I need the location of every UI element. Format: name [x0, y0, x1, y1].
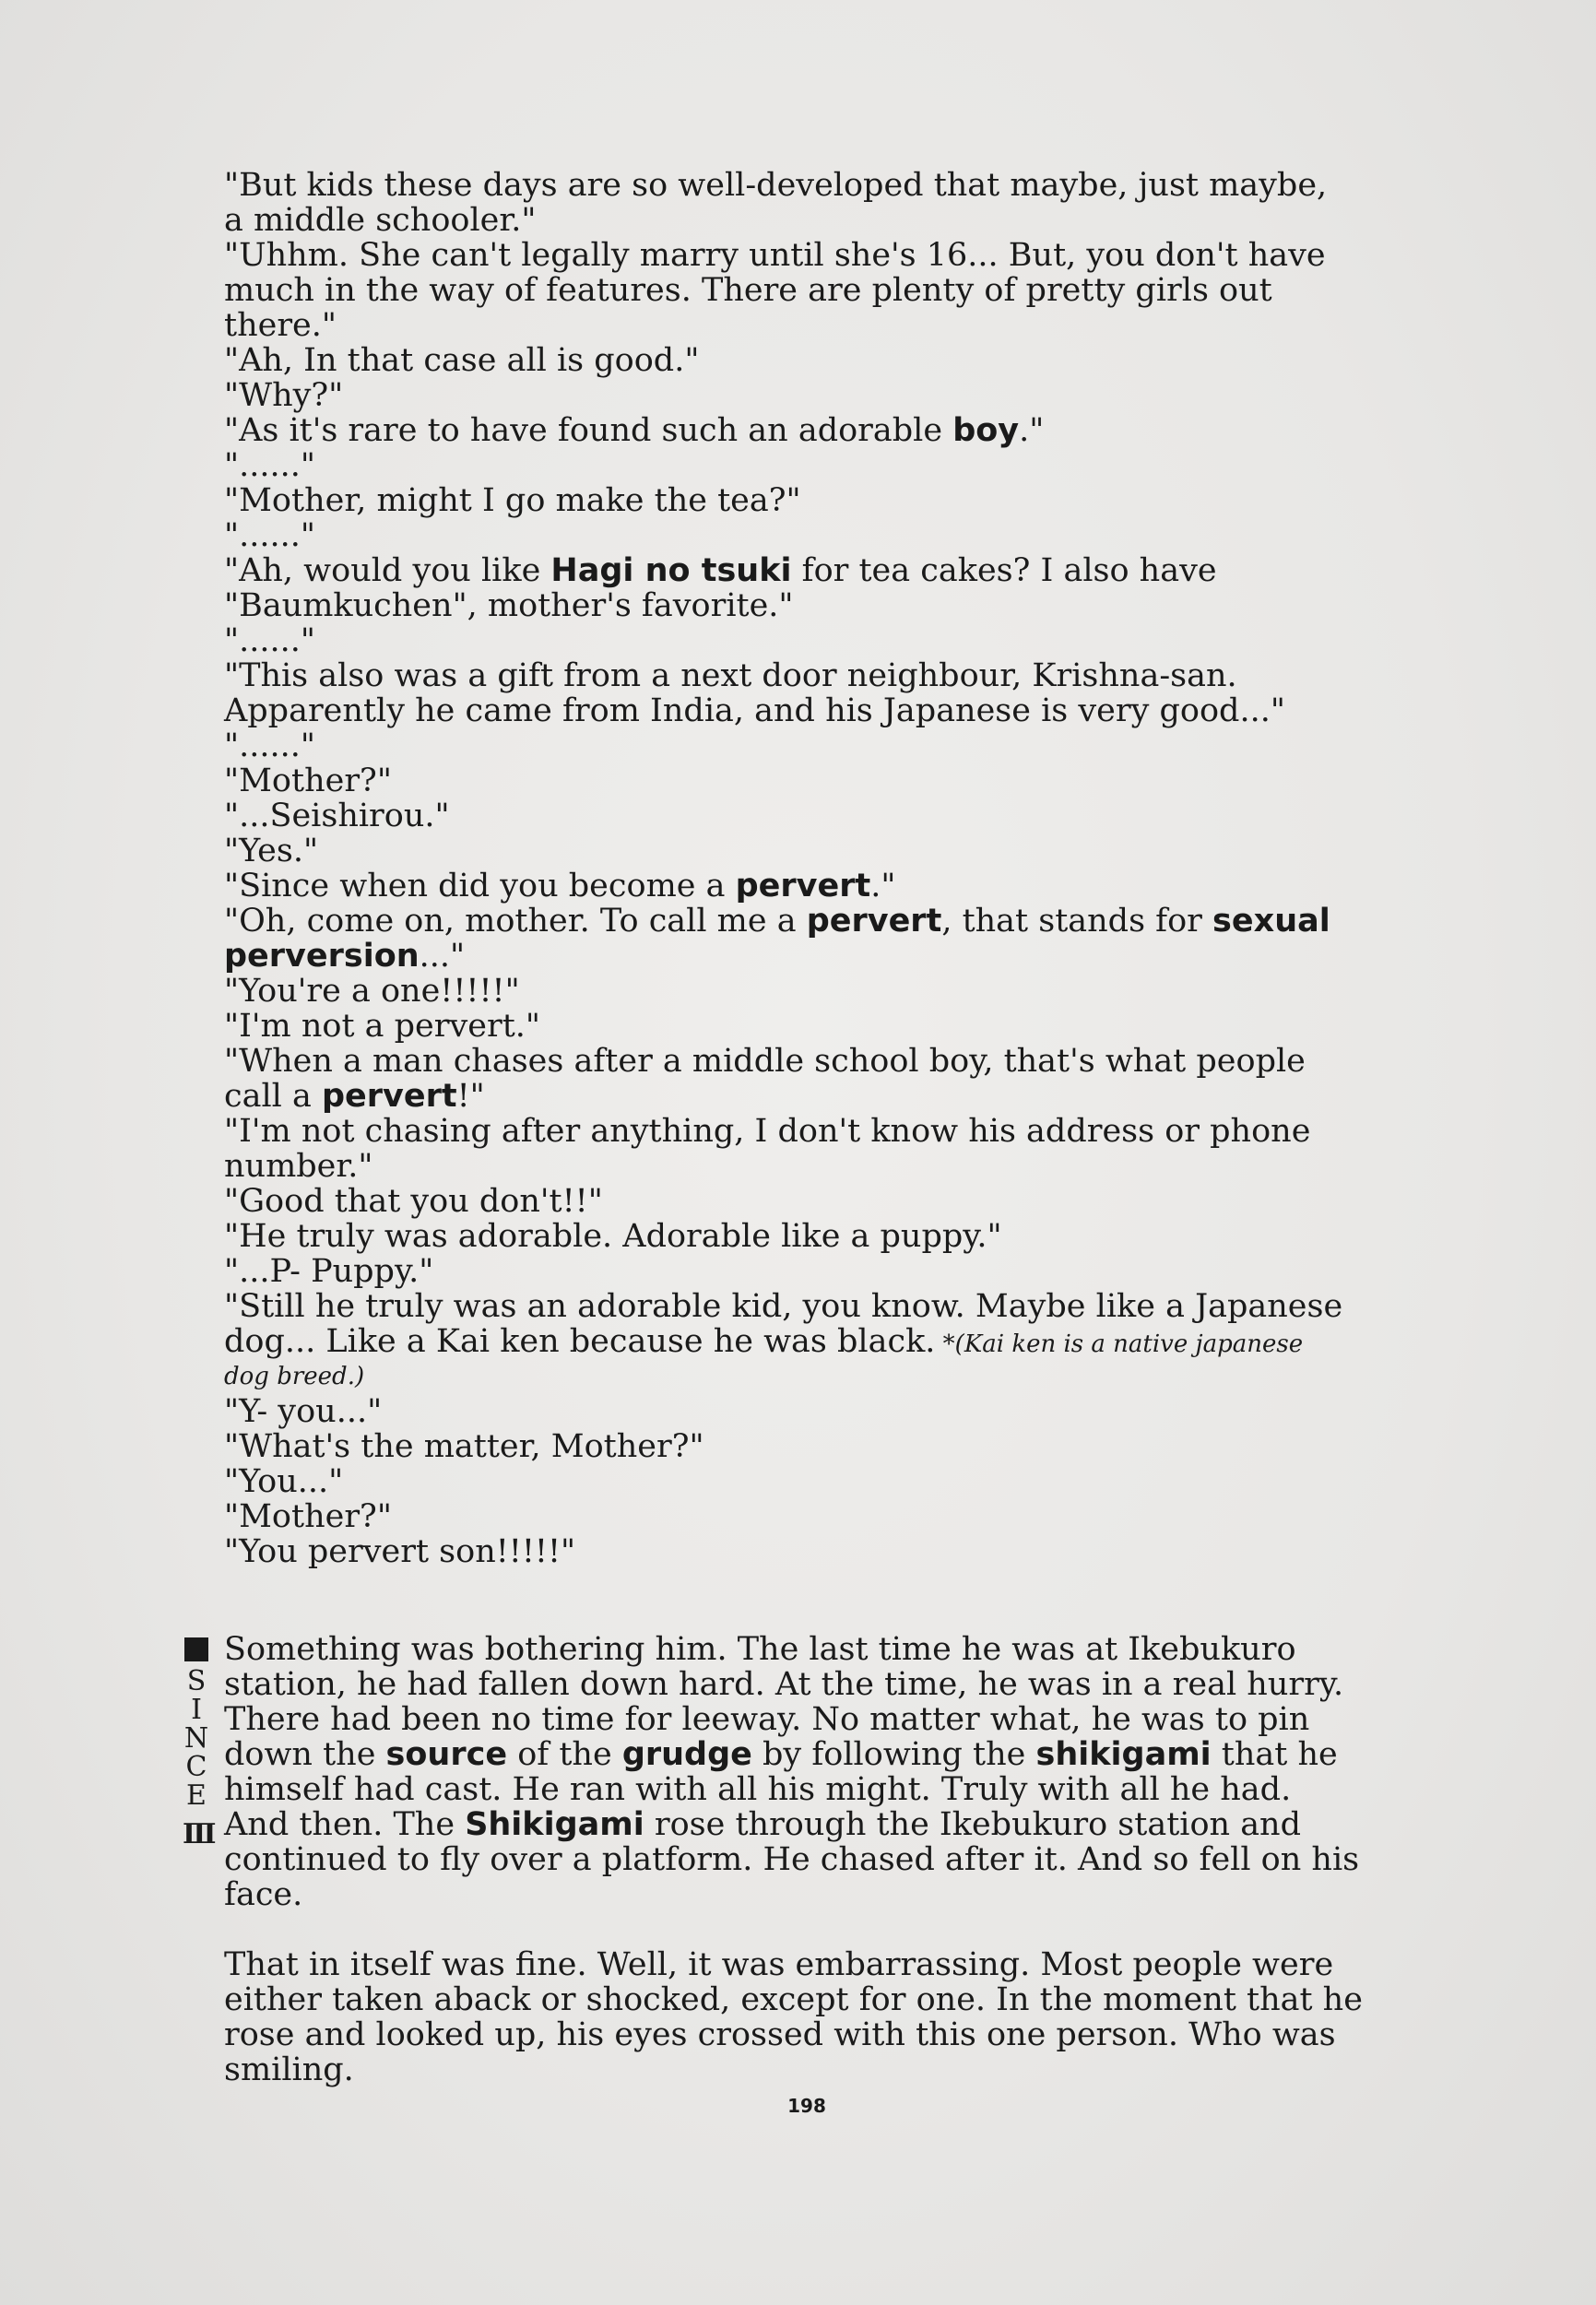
page-number: 198 — [787, 2095, 826, 2117]
line-segment: , that stands for — [941, 903, 1213, 940]
dialogue-line: "Mother, might I go make the tea?" — [224, 482, 801, 519]
dialogue-line: "This also was a gift from a next door neighbour, Krishna-san. — [224, 657, 1237, 694]
black-square-icon — [184, 1637, 208, 1661]
dialogue-line: "You're a one!!!!!" — [224, 973, 520, 1010]
narrative-line: continued to fly over a platform. He chased after it. And so fell on his — [224, 1841, 1360, 1878]
dialogue-line: "I'm not chasing after anything, I don't know his address or phone — [224, 1113, 1311, 1150]
dialogue-line: "Y- you..." — [224, 1393, 383, 1430]
emphasized-term: boy — [952, 412, 1020, 449]
emphasized-term: pervert — [321, 1078, 457, 1115]
dialogue-line: "Mother?" — [224, 762, 392, 799]
chapter-side-label — [183, 1637, 217, 1850]
dialogue-line: "......" — [224, 622, 315, 659]
dialogue-line: dog breed.) — [224, 1363, 365, 1390]
dialogue-line: "......" — [224, 517, 315, 554]
line-segment: that he — [1211, 1736, 1338, 1773]
dialogue-line: "Ah, In that case all is good." — [224, 342, 700, 379]
dialogue-line: "Yes." — [224, 833, 319, 869]
dialogue-line — [224, 1079, 1441, 1114]
volume-numeral: Ⅲ — [183, 1818, 217, 1850]
side-letters — [183, 1667, 210, 1810]
emphasized-term: shikigami — [1035, 1736, 1212, 1773]
side-letter: I — [191, 1694, 202, 1726]
side-letter: E — [186, 1779, 207, 1812]
dialogue-line: "I'm not a pervert." — [224, 1008, 541, 1045]
dialogue-line: "Good that you don't!!" — [224, 1183, 603, 1220]
dialogue-line: number." — [224, 1148, 373, 1185]
emphasized-term: sexual — [1212, 903, 1330, 940]
dialogue-line: "...P- Puppy." — [224, 1253, 434, 1290]
dialogue-line: "You pervert son!!!!!" — [224, 1533, 576, 1570]
emphasized-term: pervert — [735, 868, 871, 904]
narrative-line: himself had cast. He ran with all his might. Truly with all he had. — [224, 1771, 1292, 1808]
dialogue-line: "Why?" — [224, 377, 344, 414]
narrative-line: either taken aback or shocked, except for one. In the moment that he — [224, 1981, 1363, 2018]
line-segment: "As it's rare to have found such an adorable — [224, 412, 953, 449]
line-segment: ." — [1019, 412, 1045, 449]
dialogue-line: "Uhhm. She can't legally marry until she's 16... But, you don't have — [224, 237, 1326, 274]
line-segment: rose through the Ikebukuro station and — [644, 1806, 1302, 1843]
dialogue-line: "......" — [224, 727, 315, 764]
line-segment: for tea cakes? I also have — [791, 552, 1217, 589]
dialogue-line: "You..." — [224, 1463, 344, 1500]
side-letter: N — [183, 1722, 209, 1755]
line-segment: down the — [224, 1736, 386, 1773]
narrative-line — [224, 1737, 1441, 1772]
dialogue-line: "...Seishirou." — [224, 798, 450, 834]
line-segment: And then. The — [224, 1806, 466, 1843]
dialogue-line — [224, 904, 1441, 939]
dialogue-line: "When a man chases after a middle school boy, that's what people — [224, 1043, 1306, 1080]
dialogue-line — [224, 939, 1441, 974]
dialogue-line — [224, 553, 1441, 588]
narrative-line: rose and looked up, his eyes crossed with this one person. Who was — [224, 2016, 1336, 2053]
line-segment: call a — [224, 1078, 322, 1115]
line-segment: by following the — [751, 1736, 1036, 1773]
dialogue-block — [224, 168, 1441, 1569]
emphasized-term: source — [385, 1736, 508, 1773]
narrative-block — [224, 1632, 1441, 2087]
dialogue-line: Apparently he came from India, and his Japanese is very good..." — [224, 692, 1285, 729]
line-segment: "Oh, come on, mother. To call me a — [224, 903, 807, 940]
dialogue-line: a middle schooler." — [224, 202, 537, 239]
emphasized-term: Shikigami — [465, 1806, 644, 1843]
line-segment: of the — [507, 1736, 622, 1773]
narrative-line — [224, 1807, 1441, 1842]
emphasized-term: Hagi no tsuki — [550, 552, 792, 589]
dialogue-line: dog... Like a Kai ken because he was black. *(Kai ken is a native japanese — [224, 1323, 1304, 1360]
emphasized-term: perversion — [224, 938, 420, 975]
line-segment: "Since when did you become a — [224, 868, 736, 904]
dialogue-line: "But kids these days are so well-developed that maybe, just maybe, — [224, 167, 1328, 204]
dialogue-line: "Baumkuchen", mother's favorite." — [224, 587, 794, 624]
dialogue-line: "He truly was adorable. Adorable like a puppy." — [224, 1218, 1002, 1255]
dialogue-line: "Still he truly was an adorable kid, you know. Maybe like a Japanese — [224, 1288, 1343, 1325]
dialogue-line — [224, 869, 1441, 904]
emphasized-term: pervert — [806, 903, 942, 940]
line-segment: "Ah, would you like — [224, 552, 551, 589]
emphasized-term: grudge — [621, 1736, 752, 1773]
dialogue-line: "Mother?" — [224, 1498, 392, 1535]
side-letter: C — [185, 1751, 207, 1783]
translator-note: *(Kai ken is a native japanese — [935, 1330, 1304, 1358]
side-letter: S — [186, 1665, 207, 1697]
narrative-line: smiling. — [224, 2051, 354, 2088]
dialogue-line: "......" — [224, 447, 315, 484]
narrative-line: There had been no time for leeway. No matter what, he was to pin — [224, 1701, 1310, 1738]
line-segment: !" — [456, 1078, 485, 1115]
dialogue-line: there." — [224, 307, 337, 344]
narrative-line: Something was bothering him. The last time he was at Ikebukuro — [224, 1631, 1296, 1668]
narrative-line: face. — [224, 1876, 303, 1913]
narrative-line: station, he had fallen down hard. At the time, he was in a real hurry. — [224, 1666, 1344, 1703]
narrative-line: That in itself was fine. Well, it was embarrassing. Most people were — [224, 1946, 1334, 1983]
line-segment: ..." — [419, 938, 466, 975]
dialogue-line — [224, 413, 1441, 448]
narrative-line — [224, 1912, 1441, 1947]
dialogue-line: much in the way of features. There are plenty of pretty girls out — [224, 272, 1272, 309]
line-segment: ." — [870, 868, 896, 904]
dialogue-line: "What's the matter, Mother?" — [224, 1428, 704, 1465]
